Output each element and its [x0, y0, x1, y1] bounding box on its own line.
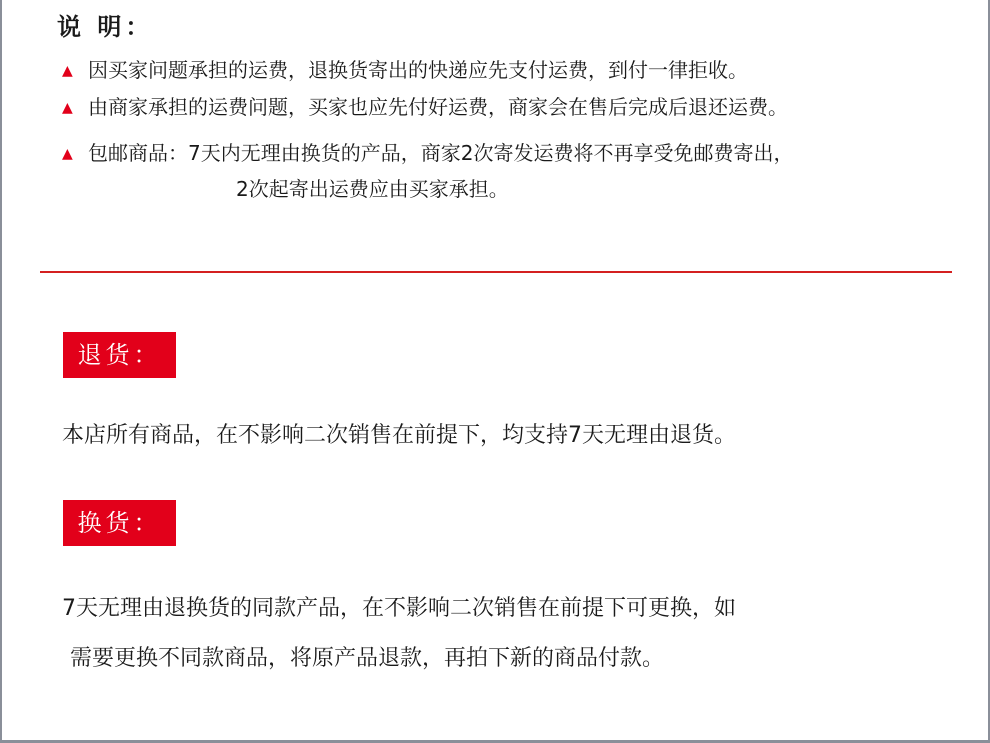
note-text: 因买家问题承担的运费，退换货寄出的快递应先支付运费，到付一律拒收。: [88, 58, 748, 82]
exchange-label-tag: 换货：: [63, 500, 176, 546]
return-label-tag: 退货：: [63, 332, 176, 378]
frame-left-edge: [0, 0, 2, 743]
return-policy-text: 本店所有商品，在不影响二次销售在前提下，均支持7天无理由退货。: [62, 423, 736, 448]
exchange-policy-text-line1: 7天无理由退换货的同款产品，在不影响二次销售在前提下可更换，如: [62, 596, 736, 621]
note-item: [62, 138, 793, 169]
triangle-up-icon: ▲: [62, 146, 73, 162]
section-divider: [40, 271, 952, 273]
notes-title: 说 明：: [57, 13, 154, 41]
triangle-up-icon: ▲: [62, 63, 73, 79]
note-text: 包邮商品：7天内无理由换货的产品，商家2次寄发运费将不再享受免邮费寄出，: [88, 141, 794, 165]
note-continuation: 2次起寄出运费应由买家承担。: [236, 177, 509, 201]
note-text: 由商家承担的运费问题，买家也应先付好运费，商家会在售后完成后退还运费。: [88, 95, 788, 119]
note-item: [62, 55, 748, 86]
exchange-policy-text-line2: 需要更换不同款商品，将原产品退款，再拍下新的商品付款。: [70, 646, 665, 671]
triangle-up-icon: ▲: [62, 100, 73, 116]
note-item: [62, 92, 788, 123]
